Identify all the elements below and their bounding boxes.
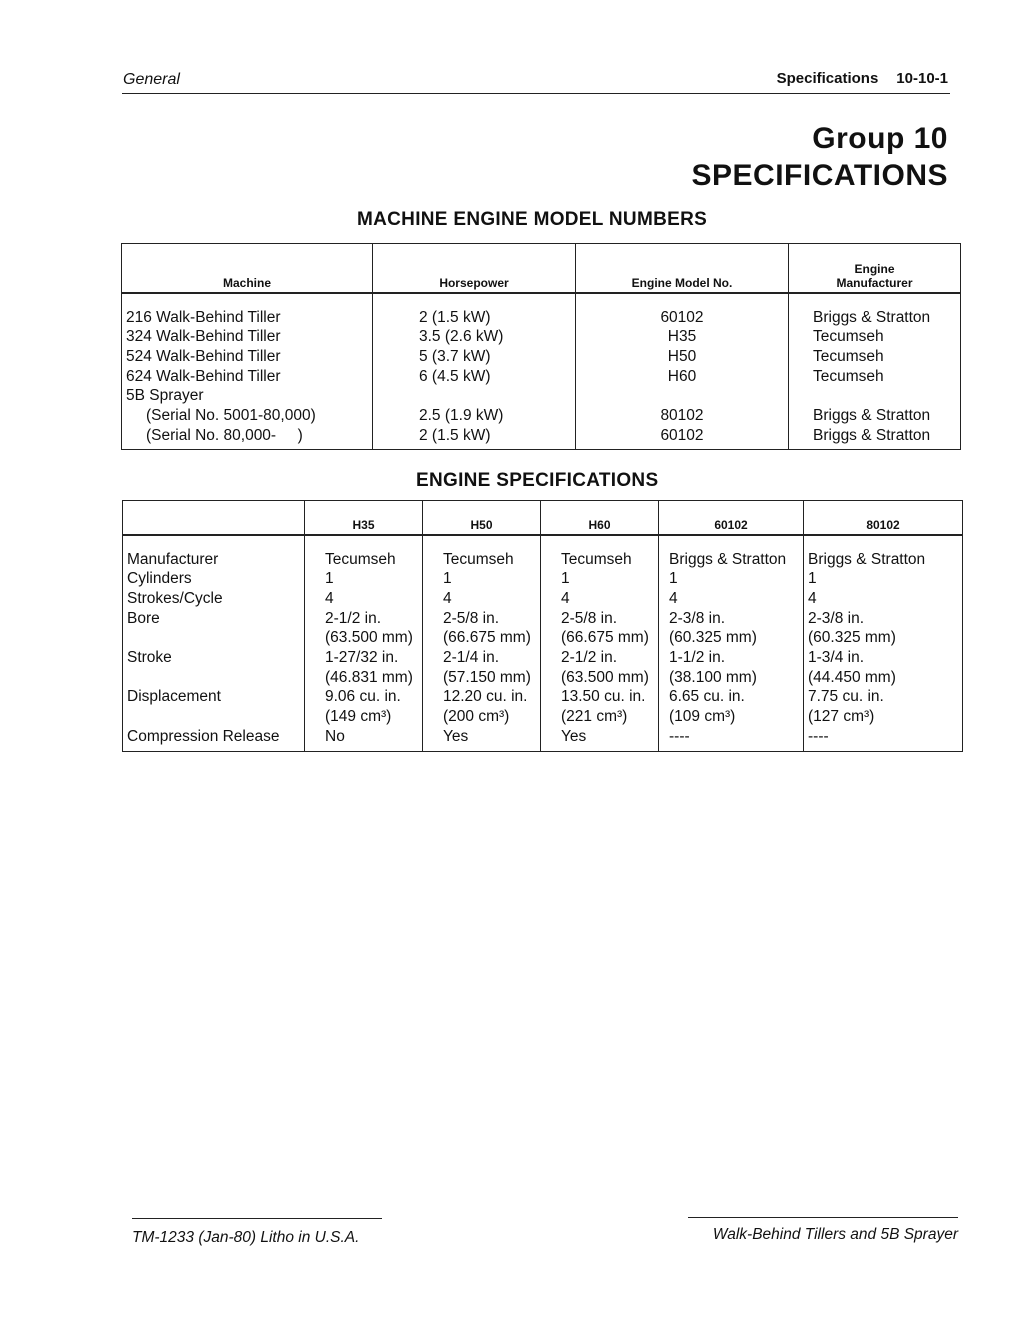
- col-horsepower: Horsepower: [373, 244, 576, 293]
- table-row: [122, 386, 961, 406]
- spec-value-cell: Yes: [423, 727, 541, 751]
- col-manufacturer-line1: Engine: [854, 261, 895, 276]
- spec-value-cell: Briggs & Stratton: [804, 535, 963, 570]
- spec-value-cell: 2-3/8 in.: [659, 609, 804, 629]
- spec-value-cell: 4: [423, 589, 541, 609]
- spec-value-cell: 2-1/2 in.: [541, 648, 659, 668]
- table-row: [123, 707, 963, 727]
- header-title: Specifications: [776, 70, 879, 87]
- spec-value-cell: 9.06 cu. in.: [305, 687, 423, 707]
- col-machine: Machine: [122, 244, 373, 293]
- spec-label-cell: [123, 707, 305, 727]
- spec-value-cell: 13.50 cu. in.: [541, 687, 659, 707]
- machine-cell: 5B Sprayer: [122, 386, 373, 406]
- spec-value-cell: 4: [659, 589, 804, 609]
- page-number: 10-10-1: [896, 70, 948, 87]
- col-manufacturer-line2: Manufacturer: [836, 275, 913, 290]
- footer-manual-title: Walk-Behind Tillers and 5B Sprayer: [712, 1226, 958, 1243]
- spec-label-cell: Cylinders: [123, 569, 305, 589]
- table-row: [123, 687, 963, 707]
- spec-label-cell: Displacement: [123, 687, 305, 707]
- footer-rule-right: [688, 1217, 958, 1218]
- horsepower-cell: 5 (3.7 kW): [373, 347, 576, 367]
- spec-value-cell: 4: [305, 589, 423, 609]
- machine-cell: 624 Walk-Behind Tiller: [122, 367, 373, 387]
- col-h60: H60: [541, 501, 659, 535]
- spec-value-cell: 1-1/2 in.: [659, 648, 804, 668]
- model-cell: H50: [576, 347, 789, 367]
- horsepower-cell: 2 (1.5 kW): [373, 293, 576, 328]
- manufacturer-cell: Tecumseh: [789, 347, 961, 367]
- spec-value-cell: ----: [804, 727, 963, 751]
- spec-value-cell: Tecumseh: [541, 535, 659, 570]
- spec-label-cell: Stroke: [123, 648, 305, 668]
- model-cell: H35: [576, 327, 789, 347]
- spec-label-cell: Manufacturer: [123, 535, 305, 570]
- col-engine-model: Engine Model No.: [576, 244, 789, 293]
- spec-value-cell: 6.65 cu. in.: [659, 687, 804, 707]
- spec-value-cell: 1: [659, 569, 804, 589]
- table-row: [123, 668, 963, 688]
- spec-value-cell: 1: [541, 569, 659, 589]
- spec-value-cell: 2-1/2 in.: [305, 609, 423, 629]
- spec-value-cell: No: [305, 727, 423, 751]
- engine-table-body: [123, 535, 963, 752]
- spec-value-cell: Yes: [541, 727, 659, 751]
- horsepower-cell: 2 (1.5 kW): [373, 426, 576, 450]
- model-cell: 60102: [576, 293, 789, 328]
- spec-value-cell: (149 cm³): [305, 707, 423, 727]
- col-spec-label: [123, 501, 305, 535]
- machine-cell: 216 Walk-Behind Tiller: [122, 293, 373, 328]
- table-row: [123, 569, 963, 589]
- spec-value-cell: (66.675 mm): [423, 628, 541, 648]
- table-row: [123, 727, 963, 751]
- spec-value-cell: (63.500 mm): [541, 668, 659, 688]
- engine-table-title: ENGINE SPECIFICATIONS: [416, 470, 659, 491]
- spec-value-cell: (63.500 mm): [305, 628, 423, 648]
- spec-value-cell: 2-5/8 in.: [423, 609, 541, 629]
- spec-value-cell: ----: [659, 727, 804, 751]
- group-label: Group 10: [812, 122, 948, 155]
- spec-value-cell: 2-3/8 in.: [804, 609, 963, 629]
- machine-table-header: [122, 244, 961, 293]
- table-row: [123, 609, 963, 629]
- spec-value-cell: 1: [305, 569, 423, 589]
- model-cell: 80102: [576, 406, 789, 426]
- spec-value-cell: 12.20 cu. in.: [423, 687, 541, 707]
- spec-value-cell: 4: [804, 589, 963, 609]
- spec-value-cell: 1-27/32 in.: [305, 648, 423, 668]
- machine-engine-table: [121, 243, 961, 450]
- spec-value-cell: 1-3/4 in.: [804, 648, 963, 668]
- spec-value-cell: (44.450 mm): [804, 668, 963, 688]
- engine-specs-table: [122, 500, 963, 752]
- spec-value-cell: (57.150 mm): [423, 668, 541, 688]
- engine-table-header: [123, 501, 963, 535]
- manufacturer-cell: Briggs & Stratton: [789, 406, 961, 426]
- table-row: [122, 347, 961, 367]
- spec-value-cell: Briggs & Stratton: [659, 535, 804, 570]
- spec-value-cell: (109 cm³): [659, 707, 804, 727]
- col-60102: 60102: [659, 501, 804, 535]
- spec-value-cell: 1: [804, 569, 963, 589]
- model-cell: [576, 386, 789, 406]
- spec-value-cell: (221 cm³): [541, 707, 659, 727]
- col-80102: 80102: [804, 501, 963, 535]
- spec-label-cell: Strokes/Cycle: [123, 589, 305, 609]
- page-title: SPECIFICATIONS: [691, 159, 948, 192]
- machine-cell: (Serial No. 80,000- ): [122, 426, 373, 450]
- footer-rule-left: [132, 1218, 382, 1219]
- table-row: [122, 327, 961, 347]
- model-cell: H60: [576, 367, 789, 387]
- footer-publication: TM-1233 (Jan-80) Litho in U.S.A.: [132, 1229, 360, 1246]
- spec-label-cell: [123, 628, 305, 648]
- horsepower-cell: 3.5 (2.6 kW): [373, 327, 576, 347]
- horsepower-cell: 6 (4.5 kW): [373, 367, 576, 387]
- spec-value-cell: (46.831 mm): [305, 668, 423, 688]
- spec-value-cell: 4: [541, 589, 659, 609]
- spec-value-cell: (38.100 mm): [659, 668, 804, 688]
- spec-value-cell: 7.75 cu. in.: [804, 687, 963, 707]
- spec-value-cell: (66.675 mm): [541, 628, 659, 648]
- manufacturer-cell: Briggs & Stratton: [789, 293, 961, 328]
- machine-cell: 324 Walk-Behind Tiller: [122, 327, 373, 347]
- table-row: [122, 406, 961, 426]
- spec-value-cell: Tecumseh: [423, 535, 541, 570]
- header-rule: [122, 93, 950, 94]
- spec-label-cell: Bore: [123, 609, 305, 629]
- table-row: [122, 293, 961, 328]
- spec-value-cell: (200 cm³): [423, 707, 541, 727]
- manufacturer-cell: Tecumseh: [789, 327, 961, 347]
- table-row: [123, 589, 963, 609]
- manufacturer-cell: [789, 386, 961, 406]
- spec-value-cell: (60.325 mm): [804, 628, 963, 648]
- table-row: [122, 367, 961, 387]
- header-title-group: [777, 70, 948, 87]
- table-row: [123, 648, 963, 668]
- col-h35: H35: [305, 501, 423, 535]
- table-row: [122, 426, 961, 450]
- spec-value-cell: Tecumseh: [305, 535, 423, 570]
- horsepower-cell: 2.5 (1.9 kW): [373, 406, 576, 426]
- spec-label-cell: [123, 668, 305, 688]
- spec-value-cell: 2-5/8 in.: [541, 609, 659, 629]
- table-row: [123, 535, 963, 570]
- spec-value-cell: 2-1/4 in.: [423, 648, 541, 668]
- table-row: [123, 628, 963, 648]
- machine-cell: (Serial No. 5001-80,000): [122, 406, 373, 426]
- machine-table-title: MACHINE ENGINE MODEL NUMBERS: [357, 209, 708, 230]
- machine-cell: 524 Walk-Behind Tiller: [122, 347, 373, 367]
- horsepower-cell: [373, 386, 576, 406]
- spec-value-cell: (127 cm³): [804, 707, 963, 727]
- header-section: General: [123, 71, 180, 88]
- spec-value-cell: (60.325 mm): [659, 628, 804, 648]
- manufacturer-cell: Briggs & Stratton: [789, 426, 961, 450]
- spec-label-cell: Compression Release: [123, 727, 305, 751]
- manufacturer-cell: Tecumseh: [789, 367, 961, 387]
- col-h50: H50: [423, 501, 541, 535]
- col-manufacturer: [789, 244, 961, 293]
- model-cell: 60102: [576, 426, 789, 450]
- spec-value-cell: 1: [423, 569, 541, 589]
